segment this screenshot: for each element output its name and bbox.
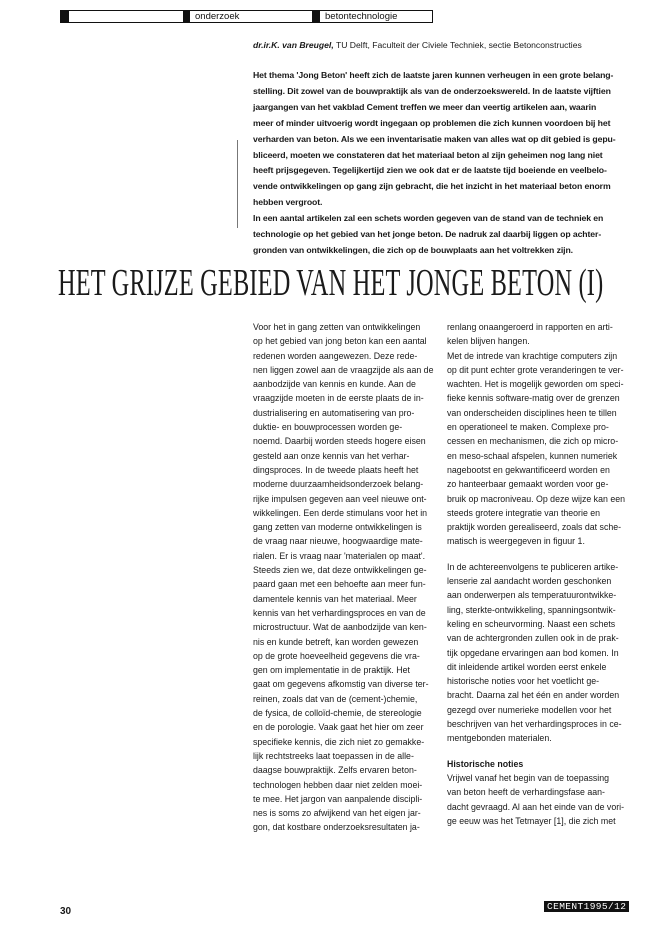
body-line: steeds grotere integratie van theorie en <box>447 507 601 518</box>
paragraph-gap <box>447 549 625 560</box>
author-affiliation: TU Delft, Faculteit der Civiele Techniek, sectie Betonconstructies <box>335 40 582 50</box>
intro-vertical-rule <box>237 140 238 228</box>
journal-issue-badge: CEMENT1995/12 <box>544 901 629 912</box>
body-line: ling, sterkte-ontwikkeling, spanningsontwik- <box>447 604 616 615</box>
body-line: dacht gevraagd. Al aan het einde van de vori- <box>447 801 625 812</box>
intro-paragraph <box>253 68 631 259</box>
body-line: gesteld aan onze kennis van het verhar- <box>253 450 410 461</box>
body-line: nagebootst en gekwantificeerd worden en <box>447 464 610 475</box>
body-line: noemd. Daarbij worden steeds hogere eisen <box>253 436 426 447</box>
body-line: Steeds zien we, dat deze ontwikkelingen ge- <box>253 565 427 576</box>
body-line: cessen en mechanismen, die zich op micro- <box>447 436 619 447</box>
body-line: wachten. Het is mogelijk geworden om speci- <box>447 379 624 390</box>
body-line: dustrialisering en automatisering van pro- <box>253 407 415 418</box>
intro-line: technologie op het gebied van het jonge beton. De nadruk zal daarbij liggen op achter- <box>253 229 602 240</box>
body-line: paard gaan met een behoefte aan meer fun- <box>253 579 426 590</box>
body-line: praktijk worden gerealiseerd, zoals dat sche- <box>447 522 622 533</box>
paragraph-gap <box>447 746 625 757</box>
intro-line: meer of minder uitvoerig wordt ingegaan op problemen die zich kunnen voordoen bij het <box>253 117 611 128</box>
body-line: kennis van het verhardingsproces en van de <box>253 607 426 618</box>
header-black-block-3 <box>312 10 320 23</box>
body-line: wikkelingen. Een derde stimulans voor het in <box>253 507 428 518</box>
body-line: dit inleidende artikel worden eerst enkele <box>447 661 607 672</box>
body-line: bruik op macroniveau. Op deze wijze kan een <box>447 493 625 504</box>
header-section-label: onderzoek <box>195 11 240 22</box>
body-line: gon, dat kostbare onderzoeksresultaten ja- <box>253 822 420 833</box>
author-name: dr.ir.K. van Breugel, <box>253 40 334 50</box>
intro-line: jaargangen van het vakblad Cement treffen we meer dan veertig artikelen aan, waarin <box>253 101 597 112</box>
body-line: matisch is weergegeven in figuur 1. <box>447 536 585 547</box>
body-line: op de grote hoeveelheid gegevens die vra- <box>253 650 420 661</box>
body-line: In de achtereenvolgens te publiceren artike- <box>447 561 619 572</box>
body-line: van onderscheiden disciplines heen te tillen <box>447 407 617 418</box>
body-line: rijke impulsen gegeven aan veel nieuwe ont- <box>253 493 427 504</box>
body-line: gezegd over numerieke modellen voor het <box>447 704 612 715</box>
body-line: aan onderwerpen als temperatuurontwikke- <box>447 590 617 601</box>
body-line: van de achtergronden zullen ook in de prak- <box>447 633 619 644</box>
body-line: dingsproces. In de tweede plaats heeft het <box>253 464 419 475</box>
body-line: redenen worden aangewezen. Deze rede- <box>253 350 418 361</box>
body-line: op het gebied van jong beton kan een aantal <box>253 336 427 347</box>
body-line: reinen, zoals dat van de (cement-)chemie, <box>253 693 418 704</box>
section-heading: Historische noties <box>447 758 524 769</box>
intro-line: verharden van beton. Als we een inventarisatie maken van alles wat op dit gebied is gepu- <box>253 133 616 144</box>
body-line: ge eeuw was het Tetmayer [1], die zich met <box>447 815 616 826</box>
intro-line: In een aantal artikelen zal een schets worden gegeven van de stand van de techniek en <box>253 213 604 224</box>
author-line <box>253 40 582 50</box>
body-line: specifieke kennis, die zich niet zo gemakke- <box>253 736 425 747</box>
intro-line: Het thema 'Jong Beton' heeft zich de laatste jaren kunnen verheugen in een grote belang- <box>253 70 614 80</box>
body-column-right <box>447 320 625 828</box>
body-line: gaat om gegevens afkomstig van diverse ter- <box>253 679 429 690</box>
header-black-block-2 <box>183 10 190 23</box>
body-line: en operationeel te maken. Complexe pro- <box>447 422 609 433</box>
intro-line: vende ontwikkelingen op gang zijn gebracht, die het inzicht in het materiaal beton enorm <box>253 181 611 192</box>
body-line: en de porologie. Vaak gaat het hier om zeer <box>253 722 424 733</box>
body-line: nen liggen zowel aan de vraagzijde als aan de <box>253 364 434 375</box>
body-line: te mee. Het jargon van aanpalende discipli- <box>253 793 423 804</box>
body-line: nis en kunde betreft, kan worden gewezen <box>253 636 419 647</box>
body-line: renlang onaangeroerd in rapporten en arti- <box>447 322 613 332</box>
body-line: bracht. Daarna zal het één en ander worden <box>447 690 620 701</box>
body-line: vraagzijde moeten in de eerste plaats de in- <box>253 393 424 404</box>
body-line: en meso-schaal afspelen, kunnen numeriek <box>447 450 618 461</box>
intro-line: heeft prijsgegeven. Tegelijkertijd zien we ook dat er de laatste tijd boeiende en veelbelo- <box>253 165 607 176</box>
body-line: beschrijven van het verhardingsproces in ce- <box>447 719 622 730</box>
body-line: keling en scheurvorming. Naast een schets <box>447 618 616 629</box>
body-line: Voor het in gang zetten van ontwikkelingen <box>253 322 421 332</box>
body-line: aanbodzijde van kennis en kunde. Aan de <box>253 379 416 390</box>
body-line: moderne duurzaamheidsonderzoek belang- <box>253 479 424 490</box>
body-line: rialen. Er is vraag naar 'materialen op maat'. <box>253 550 426 561</box>
header-subject-label: betontechnologie <box>325 11 398 22</box>
body-line: daagse bouwpraktijk. Zelfs ervaren beton- <box>253 765 417 776</box>
body-line: tijk opgedane ervaringen aan bod komen. In <box>447 647 619 658</box>
body-line: mentgebonden materialen. <box>447 733 552 744</box>
body-line: duktie- en bouwprocessen worden ge- <box>253 422 403 433</box>
body-line: lijk rechtstreeks laat toepassen in de alle- <box>253 750 414 761</box>
page-number: 30 <box>60 906 72 917</box>
body-line: technologen hebben daar niet zelden moei- <box>253 779 423 790</box>
body-line: de fysica, de colloïd-chemie, de stereologie <box>253 708 422 719</box>
body-line: gang zetten van moderne ontwikkelingen is <box>253 522 422 533</box>
intro-line: stelling. Dit zowel van de bouwpraktijk als van de onderzoekswereld. In de laatste vijftien <box>253 85 611 96</box>
body-line: lenserie zal aandacht worden geschonken <box>447 576 612 587</box>
body-line: damentele kennis van het materiaal. Meer <box>253 593 417 604</box>
body-line: nes is soms zo afwijkend van het eigen jar- <box>253 808 421 819</box>
body-line: van beton heeft de verhardingsfase aan- <box>447 787 605 798</box>
body-line: gen om implementatie in de praktijk. Het <box>253 665 410 676</box>
body-line: fieke kennis software-matig over de grenzen <box>447 393 620 404</box>
body-column-left <box>253 320 433 835</box>
body-line: zo hanteerbaar gemaakt worden voor ge- <box>447 479 609 490</box>
body-line: microstructuur. Wat de aanbodzijde van ken- <box>253 622 427 633</box>
body-line: de vraag naar nieuwe, hoogwaardige mate- <box>253 536 423 547</box>
body-line: Met de intrede van krachtige computers zijn <box>447 350 618 361</box>
intro-line: bliceerd, moeten we constateren dat het materiaal beton al zijn geheimen nog lang niet <box>253 149 603 160</box>
article-title: HET GRIJZE GEBIED VAN HET JONGE BETON (I) <box>58 262 604 304</box>
intro-line: gronden van ontwikkelingen, die zich op de bouwplaats aan het voltrekken zijn. <box>253 244 573 255</box>
body-line: Vrijwel vanaf het begin van de toepassing <box>447 772 610 783</box>
body-line: op dit punt echter grote veranderingen te ver- <box>447 364 624 375</box>
header-black-block-1 <box>60 10 69 23</box>
body-line: kelen blijven hangen. <box>447 336 530 347</box>
intro-line: hebben vergroot. <box>253 197 323 208</box>
body-line: historische noties voor het voetlicht ge- <box>447 676 600 687</box>
